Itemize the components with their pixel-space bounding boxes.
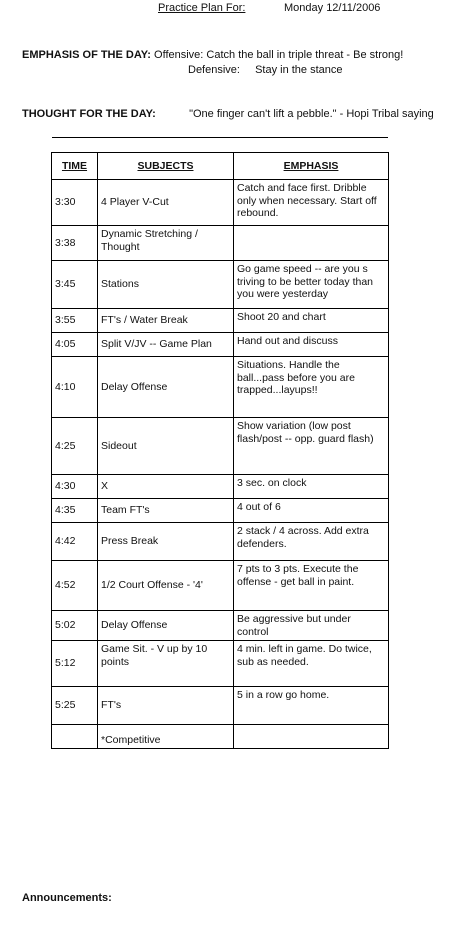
table-row [52, 333, 389, 357]
emphasis-defensive [188, 64, 343, 76]
row-time: 4:10 [52, 357, 98, 418]
emphasis-offensive-text: Offensive: Catch the ball in triple threat - Be strong! [154, 49, 404, 61]
row-emphasis: Hand out and discuss [234, 333, 389, 357]
row-emphasis: Catch and face first. Dribble only when necessary. Start off rebound. [234, 180, 389, 226]
row-emphasis: Go game speed -- are you s triving to be better today than you were yesterday [234, 261, 389, 309]
row-subject: Game Sit. - V up by 10 points [98, 641, 234, 687]
row-time: 5:02 [52, 611, 98, 641]
row-subject: FT's [98, 687, 234, 725]
row-emphasis [234, 725, 389, 749]
row-subject: Delay Offense [98, 357, 234, 418]
row-time: 4:25 [52, 418, 98, 475]
row-time: 5:12 [52, 641, 98, 687]
row-time: 4:05 [52, 333, 98, 357]
row-emphasis: 7 pts to 3 pts. Execute the offense - get ball in paint. [234, 561, 389, 611]
row-subject: Split V/JV -- Game Plan [98, 333, 234, 357]
row-time: 4:42 [52, 523, 98, 561]
table-row [52, 226, 389, 261]
row-time: 4:35 [52, 499, 98, 523]
emphasis-offensive [22, 48, 464, 62]
row-time: 5:25 [52, 687, 98, 725]
thought-heading: THOUGHT FOR THE DAY: [22, 108, 156, 120]
thought-text: "One finger can't lift a pebble." - Hopi Tribal saying [189, 108, 434, 120]
row-emphasis: Situations. Handle the ball...pass before you are trapped...layups!! [234, 357, 389, 418]
row-emphasis: 5 in a row go home. [234, 687, 389, 725]
row-emphasis [234, 226, 389, 261]
row-subject: Press Break [98, 523, 234, 561]
row-subject: Delay Offense [98, 611, 234, 641]
row-emphasis: Be aggressive but under control [234, 611, 389, 641]
row-subject: FT's / Water Break [98, 309, 234, 333]
emphasis-heading: EMPHASIS OF THE DAY: [22, 49, 151, 61]
row-emphasis: Shoot 20 and chart [234, 309, 389, 333]
table-row [52, 180, 389, 226]
table-row [52, 641, 389, 687]
row-emphasis: 3 sec. on clock [234, 475, 389, 499]
table-row [52, 561, 389, 611]
row-emphasis: 4 min. left in game. Do twice, sub as needed. [234, 641, 389, 687]
row-time: 4:52 [52, 561, 98, 611]
divider-line [52, 137, 388, 138]
row-time: 3:55 [52, 309, 98, 333]
row-subject: Team FT's [98, 499, 234, 523]
table-row [52, 418, 389, 475]
header-emphasis: EMPHASIS [234, 153, 389, 180]
practice-plan-label: Practice Plan For: [158, 2, 246, 14]
emphasis-defensive-label: Defensive: [188, 64, 240, 76]
table-row [52, 611, 389, 641]
practice-date: Monday 12/11/2006 [284, 2, 381, 14]
row-time: 3:38 [52, 226, 98, 261]
row-subject: *Competitive [98, 725, 234, 749]
row-subject: Dynamic Stretching / Thought [98, 226, 234, 261]
practice-schedule-table [51, 152, 389, 749]
row-subject: 4 Player V-Cut [98, 180, 234, 226]
row-subject: 1/2 Court Offense - '4' [98, 561, 234, 611]
header-time: TIME [52, 153, 98, 180]
row-subject: X [98, 475, 234, 499]
emphasis-defensive-text: Stay in the stance [255, 64, 343, 76]
announcements-heading: Announcements: [22, 892, 112, 904]
table-row [52, 261, 389, 309]
row-time: 3:30 [52, 180, 98, 226]
row-emphasis: Show variation (low post flash/post -- opp. guard flash) [234, 418, 389, 475]
table-row [52, 725, 389, 749]
row-time [52, 725, 98, 749]
table-row [52, 475, 389, 499]
table-row [52, 499, 389, 523]
row-emphasis: 4 out of 6 [234, 499, 389, 523]
row-subject: Stations [98, 261, 234, 309]
practice-plan-header [158, 2, 468, 14]
table-row [52, 357, 389, 418]
table-row [52, 687, 389, 725]
row-subject: Sideout [98, 418, 234, 475]
header-subjects: SUBJECTS [98, 153, 234, 180]
table-header-row [52, 153, 389, 180]
table-row [52, 523, 389, 561]
table-row [52, 309, 389, 333]
row-emphasis: 2 stack / 4 across. Add extra defenders. [234, 523, 389, 561]
row-time: 3:45 [52, 261, 98, 309]
thought-of-day [22, 108, 468, 120]
row-time: 4:30 [52, 475, 98, 499]
